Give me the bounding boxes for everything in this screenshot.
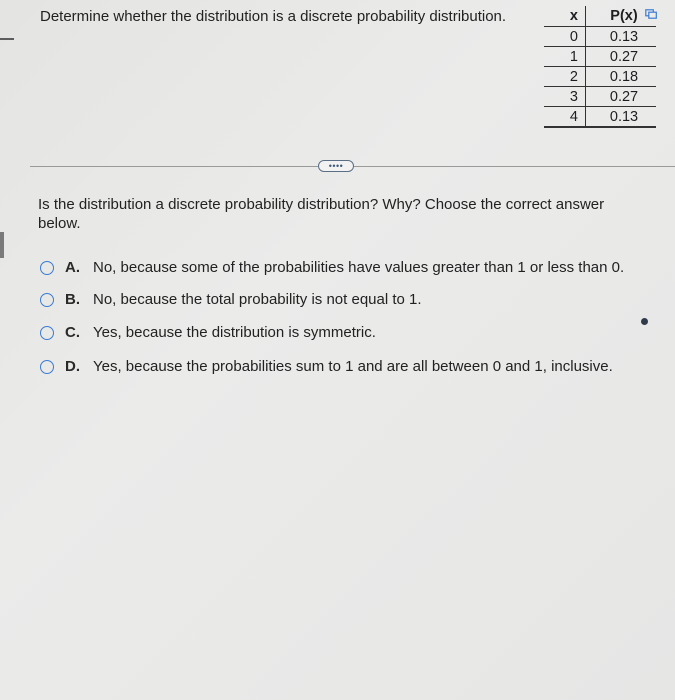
answer-option-a[interactable]	[40, 259, 624, 276]
table-cell-p: 0.18	[586, 67, 657, 87]
table-row	[544, 47, 656, 67]
option-letter: C.	[65, 324, 80, 341]
expand-more-button[interactable]	[318, 160, 354, 172]
table-row	[544, 107, 656, 128]
table-cell-x: 0	[544, 27, 586, 47]
option-text: No, because the total probability is not equal to 1.	[93, 291, 422, 308]
table-cell-x: 1	[544, 47, 586, 67]
more-dots: ••••	[328, 161, 344, 171]
table-cell-x: 2	[544, 67, 586, 87]
option-letter: B.	[65, 291, 80, 308]
copy-table-icon[interactable]	[645, 9, 657, 19]
question-prompt: Determine whether the distribution is a discrete probability distribution.	[40, 8, 507, 25]
radio-button-icon[interactable]	[40, 261, 54, 275]
probability-table	[544, 6, 656, 128]
table-cell-x: 3	[544, 87, 586, 107]
option-text: No, because some of the probabilities have values greater than 1 or less than 0.	[93, 259, 625, 276]
table-cell-p: 0.13	[586, 107, 657, 128]
radio-button-icon[interactable]	[40, 360, 54, 374]
answer-option-c[interactable]	[40, 324, 376, 341]
cursor-dot	[641, 318, 648, 325]
radio-button-icon[interactable]	[40, 326, 54, 340]
option-text: Yes, because the distribution is symmetric.	[93, 324, 376, 341]
table-header-px: P(x)	[586, 6, 657, 27]
table-cell-x: 4	[544, 107, 586, 128]
option-text: Yes, because the probabilities sum to 1 and are all between 0 and 1, inclusive.	[93, 358, 613, 375]
answer-option-b[interactable]	[40, 291, 422, 308]
option-letter: D.	[65, 358, 80, 375]
question-text: Is the distribution a discrete probability distribution? Why? Choose the correct answer below.	[38, 196, 605, 232]
table-row	[544, 67, 656, 87]
left-edge-marker	[0, 232, 4, 258]
option-letter: A.	[65, 259, 80, 276]
table-cell-p: 0.27	[586, 47, 657, 67]
radio-button-icon[interactable]	[40, 293, 54, 307]
table-row	[544, 27, 656, 47]
table-cell-p: 0.27	[586, 87, 657, 107]
table-header-x: x	[544, 6, 586, 27]
answer-option-d[interactable]	[40, 358, 613, 375]
left-edge-bar	[0, 38, 14, 40]
table-row	[544, 87, 656, 107]
table-cell-p: 0.13	[586, 27, 657, 47]
